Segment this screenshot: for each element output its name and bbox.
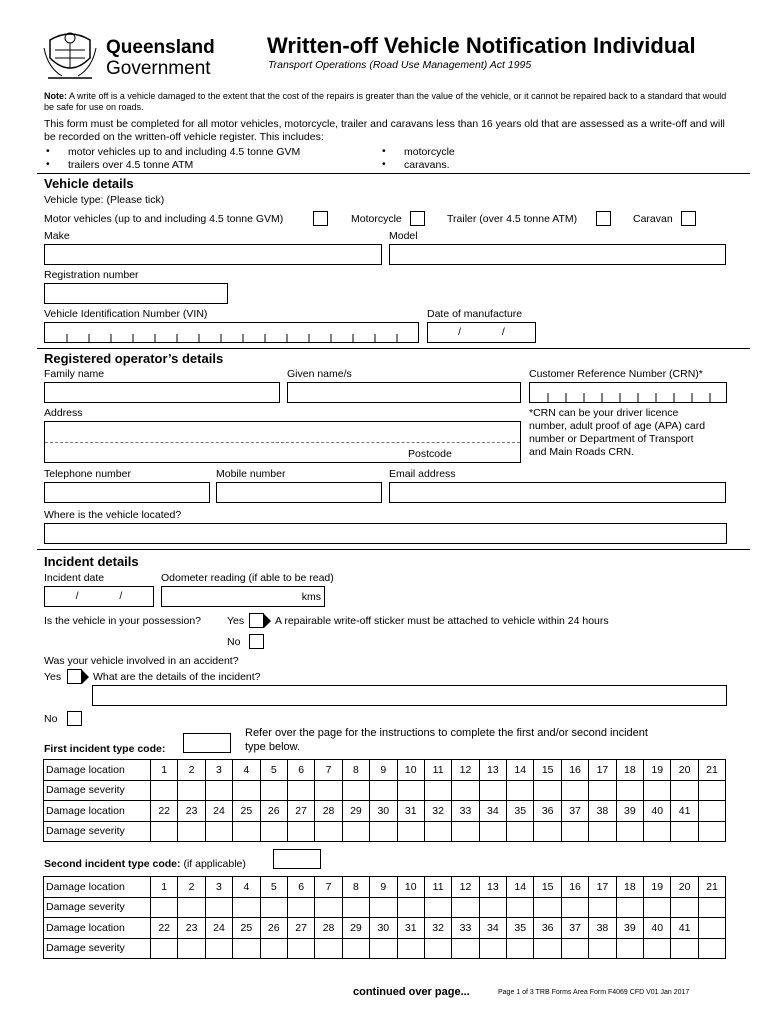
severity-cell[interactable] (260, 897, 287, 918)
location-cell[interactable]: 7 (315, 760, 342, 781)
form-title: Written-off Vehicle Notification Individual (267, 33, 696, 58)
dom-separators: / / (458, 326, 505, 338)
location-cell[interactable]: 5 (260, 877, 287, 898)
possession-yes-label: Yes (227, 615, 245, 627)
severity-cell[interactable] (479, 938, 506, 959)
crn-note-line: *CRN can be your driver licence (529, 407, 679, 419)
severity-cell[interactable] (507, 780, 534, 801)
location-cell[interactable]: 11 (424, 877, 451, 898)
address-dashed-line (45, 442, 520, 443)
severity-cell[interactable] (205, 821, 232, 842)
severity-cell[interactable] (452, 897, 479, 918)
damage-location-label: Damage location (44, 877, 151, 898)
type-motor-checkbox[interactable] (313, 211, 328, 226)
location-cell[interactable]: 19 (644, 877, 671, 898)
incident-heading: Incident details (44, 554, 139, 569)
table-row (44, 821, 726, 842)
severity-cell[interactable] (151, 821, 178, 842)
damage-location-label: Damage location (44, 918, 151, 939)
severity-cell[interactable] (616, 897, 643, 918)
vin-label: Vehicle Identification Number (VIN) (44, 308, 208, 320)
severity-cell[interactable] (424, 938, 451, 959)
location-cell[interactable]: 37 (561, 918, 588, 939)
severity-cell[interactable] (287, 897, 314, 918)
crn-note-line: and Main Roads CRN. (529, 446, 635, 458)
severity-cell[interactable] (151, 780, 178, 801)
section-divider (37, 348, 750, 349)
table-row (44, 801, 726, 822)
first-code-label: First incident type code: (44, 743, 166, 755)
damage-severity-label: Damage severity (44, 780, 151, 801)
severity-cell[interactable] (561, 897, 588, 918)
location-cell[interactable]: 7 (315, 877, 342, 898)
possession-no-label: No (227, 636, 241, 648)
location-cell[interactable]: 8 (342, 877, 369, 898)
logo-line-2: Government (106, 58, 211, 79)
location-cell[interactable]: 25 (233, 918, 260, 939)
vehicle-location-field[interactable] (44, 523, 727, 544)
location-cell[interactable]: 22 (151, 801, 178, 822)
location-cell[interactable]: 1 (151, 760, 178, 781)
page-info: Page 1 of 3 TRB Forms Area Form F4069 CFD V01 Jan 2017 (498, 989, 690, 996)
intro-body: This form must be completed for all motor vehicles, motorcycle, trailer and caravans less than 16 years old that are assessed as a write-off and will be recorded on the written-off vehicle register. This includes: (44, 118, 725, 143)
incident-details-question: What are the details of the incident? (93, 671, 261, 683)
location-cell[interactable]: 32 (424, 918, 451, 939)
severity-cell[interactable] (424, 780, 451, 801)
location-cell[interactable] (698, 918, 725, 939)
possession-no-checkbox[interactable] (249, 634, 264, 649)
severity-cell[interactable] (534, 780, 561, 801)
severity-cell[interactable] (616, 821, 643, 842)
model-label: Model (389, 230, 418, 242)
severity-cell[interactable] (315, 938, 342, 959)
bullet-item: • (46, 158, 50, 170)
telephone-label: Telephone number (44, 468, 131, 480)
location-cell[interactable]: 26 (260, 801, 287, 822)
severity-cell[interactable] (260, 938, 287, 959)
location-cell[interactable]: 31 (397, 801, 424, 822)
location-cell[interactable]: 5 (260, 760, 287, 781)
location-cell[interactable]: 21 (698, 760, 725, 781)
form-subtitle: Transport Operations (Road Use Management) Act 1995 (268, 59, 532, 71)
severity-cell[interactable] (479, 821, 506, 842)
severity-cell[interactable] (534, 897, 561, 918)
severity-cell[interactable] (452, 780, 479, 801)
location-cell[interactable]: 11 (424, 760, 451, 781)
severity-cell[interactable] (397, 821, 424, 842)
location-cell[interactable]: 12 (452, 877, 479, 898)
location-cell[interactable]: 14 (507, 877, 534, 898)
bullet-text: motorcycle (404, 146, 455, 158)
accident-question: Was your vehicle involved in an accident? (44, 655, 239, 667)
incident-date-field[interactable] (44, 586, 154, 607)
location-cell[interactable]: 15 (534, 760, 561, 781)
location-cell[interactable]: 33 (452, 918, 479, 939)
incident-date-label: Incident date (44, 572, 105, 584)
severity-cell[interactable] (452, 821, 479, 842)
severity-cell[interactable] (507, 897, 534, 918)
address-label: Address (44, 407, 83, 419)
severity-cell[interactable] (561, 938, 588, 959)
location-cell[interactable]: 13 (479, 760, 506, 781)
table-row (44, 877, 726, 898)
location-cell[interactable]: 35 (507, 801, 534, 822)
severity-cell[interactable] (534, 938, 561, 959)
type-motorcycle-label: Motorcycle (351, 213, 402, 225)
severity-cell[interactable] (315, 821, 342, 842)
location-cell[interactable]: 23 (178, 918, 205, 939)
postcode-label: Postcode (408, 448, 452, 460)
severity-cell[interactable] (424, 821, 451, 842)
address-field[interactable] (44, 421, 521, 463)
location-cell[interactable]: 25 (233, 801, 260, 822)
location-cell[interactable]: 39 (616, 918, 643, 939)
location-cell[interactable]: 32 (424, 801, 451, 822)
family-name-field[interactable] (44, 382, 280, 403)
location-cell[interactable]: 36 (534, 801, 561, 822)
location-cell[interactable]: 35 (507, 918, 534, 939)
severity-cell[interactable] (151, 938, 178, 959)
odometer-field[interactable] (161, 586, 325, 607)
location-cell[interactable]: 40 (644, 918, 671, 939)
given-name-field[interactable] (287, 382, 521, 403)
severity-cell[interactable] (287, 821, 314, 842)
location-cell[interactable]: 17 (589, 760, 616, 781)
location-cell[interactable]: 13 (479, 877, 506, 898)
location-cell[interactable]: 9 (370, 760, 397, 781)
table-row (44, 918, 726, 939)
note-paragraph (44, 91, 734, 113)
location-cell[interactable]: 16 (561, 877, 588, 898)
location-cell[interactable]: 17 (589, 877, 616, 898)
location-cell[interactable]: 29 (342, 801, 369, 822)
severity-cell[interactable] (644, 821, 671, 842)
location-cell[interactable]: 28 (315, 918, 342, 939)
damage-severity-label: Damage severity (44, 821, 151, 842)
location-cell[interactable]: 29 (342, 918, 369, 939)
crn-field[interactable] (529, 382, 727, 403)
location-cell[interactable]: 18 (616, 877, 643, 898)
location-cell[interactable]: 23 (178, 801, 205, 822)
second-code-title: Second incident type code: (44, 858, 181, 870)
location-cell[interactable]: 30 (370, 801, 397, 822)
severity-cell[interactable] (671, 897, 698, 918)
severity-cell[interactable] (178, 938, 205, 959)
location-cell[interactable]: 16 (561, 760, 588, 781)
location-cell[interactable]: 24 (205, 918, 232, 939)
severity-cell[interactable] (233, 938, 260, 959)
location-cell[interactable]: 12 (452, 760, 479, 781)
location-cell[interactable]: 39 (616, 801, 643, 822)
vin-field[interactable] (44, 322, 419, 343)
location-cell[interactable]: 38 (589, 801, 616, 822)
second-code-label (44, 858, 246, 870)
location-cell[interactable]: 10 (397, 760, 424, 781)
accident-yes-checkbox[interactable] (67, 669, 82, 684)
bullet-item: • (382, 145, 386, 157)
operator-heading: Registered operator’s details (44, 351, 224, 366)
location-cell[interactable]: 1 (151, 877, 178, 898)
severity-cell[interactable] (534, 821, 561, 842)
note-text: A write off is a vehicle damaged to the extent that the cost of the repairs is greater than the value of the vehicle, or it cannot be repaired back to a standard that would be safe for use on roads. (44, 91, 727, 112)
severity-cell[interactable] (616, 780, 643, 801)
severity-cell[interactable] (561, 780, 588, 801)
severity-cell[interactable] (671, 938, 698, 959)
possession-yes-checkbox[interactable] (249, 613, 264, 628)
severity-cell[interactable] (342, 821, 369, 842)
location-cell[interactable]: 10 (397, 877, 424, 898)
damage-location-label: Damage location (44, 760, 151, 781)
second-damage-grid (43, 876, 726, 959)
severity-cell[interactable] (424, 897, 451, 918)
vehicle-location-label: Where is the vehicle located? (44, 509, 182, 521)
location-cell[interactable]: 2 (178, 760, 205, 781)
note-label: Note: (44, 91, 67, 101)
severity-cell[interactable] (479, 897, 506, 918)
severity-cell[interactable] (370, 821, 397, 842)
model-field[interactable] (389, 244, 726, 265)
incident-details-field[interactable] (92, 685, 727, 706)
location-cell[interactable]: 2 (178, 877, 205, 898)
location-cell[interactable]: 18 (616, 760, 643, 781)
severity-cell[interactable] (589, 780, 616, 801)
severity-cell[interactable] (260, 821, 287, 842)
continued-over-page: continued over page... (353, 986, 470, 998)
accident-no-checkbox[interactable] (67, 711, 82, 726)
if-applicable-text: (if applicable) (180, 858, 246, 870)
location-cell[interactable]: 22 (151, 918, 178, 939)
table-row (44, 780, 726, 801)
family-name-label: Family name (44, 368, 105, 380)
severity-cell[interactable] (370, 780, 397, 801)
severity-cell[interactable] (589, 821, 616, 842)
accident-no-label: No (44, 713, 58, 725)
severity-cell[interactable] (233, 780, 260, 801)
severity-cell[interactable] (205, 780, 232, 801)
arrow-right-icon (82, 670, 89, 684)
severity-cell[interactable] (178, 821, 205, 842)
location-cell[interactable]: 24 (205, 801, 232, 822)
second-code-field[interactable] (273, 849, 321, 869)
type-trailer-label: Trailer (over 4.5 tonne ATM) (447, 213, 578, 225)
qld-crest-logo (40, 28, 100, 83)
severity-cell[interactable] (315, 780, 342, 801)
vehicle-details-heading: Vehicle details (44, 176, 134, 191)
bullet-text: caravans. (404, 159, 450, 171)
location-cell[interactable]: 27 (287, 801, 314, 822)
location-cell[interactable]: 34 (479, 801, 506, 822)
type-caravan-label: Caravan (633, 213, 673, 225)
severity-cell[interactable] (342, 938, 369, 959)
dom-field[interactable] (427, 322, 536, 343)
severity-cell[interactable] (178, 780, 205, 801)
location-cell[interactable]: 36 (534, 918, 561, 939)
severity-cell[interactable] (397, 780, 424, 801)
section-divider (37, 549, 750, 550)
severity-cell[interactable] (287, 780, 314, 801)
accident-yes-label: Yes (44, 671, 62, 683)
rego-label: Registration number (44, 269, 139, 281)
severity-cell[interactable] (260, 780, 287, 801)
table-row (44, 897, 726, 918)
severity-cell[interactable] (698, 821, 725, 842)
severity-cell[interactable] (233, 897, 260, 918)
severity-cell[interactable] (315, 897, 342, 918)
first-code-field[interactable] (183, 733, 231, 753)
location-cell[interactable]: 27 (287, 918, 314, 939)
table-row (44, 760, 726, 781)
damage-severity-label: Damage severity (44, 938, 151, 959)
make-label: Make (44, 230, 70, 242)
location-cell[interactable]: 20 (671, 760, 698, 781)
bullet-text: motor vehicles up to and including 4.5 tonne GVM (68, 146, 301, 158)
severity-cell[interactable] (397, 938, 424, 959)
location-cell[interactable]: 4 (233, 877, 260, 898)
email-label: Email address (389, 468, 456, 480)
severity-cell[interactable] (151, 897, 178, 918)
location-cell[interactable]: 15 (534, 877, 561, 898)
severity-cell[interactable] (342, 780, 369, 801)
severity-cell[interactable] (452, 938, 479, 959)
refer-instructions-2: type below. (245, 741, 301, 753)
severity-cell[interactable] (589, 897, 616, 918)
type-motor-label: Motor vehicles (up to and including 4.5 tonne GVM) (44, 213, 284, 225)
location-cell[interactable]: 38 (589, 918, 616, 939)
severity-cell[interactable] (178, 897, 205, 918)
location-cell[interactable]: 30 (370, 918, 397, 939)
severity-cell[interactable] (370, 897, 397, 918)
location-cell[interactable]: 3 (205, 877, 232, 898)
make-field[interactable] (44, 244, 382, 265)
logo-line-1: Queensland (106, 37, 215, 58)
severity-cell[interactable] (671, 780, 698, 801)
severity-cell[interactable] (698, 938, 725, 959)
location-cell[interactable]: 6 (287, 760, 314, 781)
dom-label: Date of manufacture (427, 308, 523, 320)
severity-cell[interactable] (397, 897, 424, 918)
severity-cell[interactable] (205, 938, 232, 959)
location-cell[interactable]: 26 (260, 918, 287, 939)
mobile-label: Mobile number (216, 468, 286, 480)
arrow-right-icon (264, 614, 271, 628)
location-cell[interactable] (698, 801, 725, 822)
severity-cell[interactable] (342, 897, 369, 918)
location-cell[interactable]: 34 (479, 918, 506, 939)
damage-severity-label: Damage severity (44, 897, 151, 918)
severity-cell[interactable] (507, 938, 534, 959)
location-cell[interactable]: 40 (644, 801, 671, 822)
crn-note-line: number, adult proof of age (APA) card (529, 420, 706, 432)
severity-cell[interactable] (507, 821, 534, 842)
severity-cell[interactable] (671, 821, 698, 842)
location-cell[interactable]: 20 (671, 877, 698, 898)
location-cell[interactable]: 37 (561, 801, 588, 822)
location-cell[interactable]: 28 (315, 801, 342, 822)
location-cell[interactable]: 41 (671, 801, 698, 822)
location-cell[interactable]: 14 (507, 760, 534, 781)
location-cell[interactable]: 21 (698, 877, 725, 898)
type-motorcycle-checkbox[interactable] (410, 211, 425, 226)
severity-cell[interactable] (233, 821, 260, 842)
severity-cell[interactable] (644, 938, 671, 959)
location-cell[interactable]: 4 (233, 760, 260, 781)
location-cell[interactable]: 9 (370, 877, 397, 898)
bullet-item: • (382, 158, 386, 170)
severity-cell[interactable] (698, 897, 725, 918)
odometer-label: Odometer reading (if able to be read) (161, 572, 334, 584)
severity-cell[interactable] (479, 780, 506, 801)
first-damage-grid (43, 759, 726, 842)
refer-instructions-1: Refer over the page for the instructions to complete the first and/or second incident (245, 727, 648, 739)
sticker-notice: A repairable write-off sticker must be attached to vehicle within 24 hours (275, 615, 609, 627)
severity-cell[interactable] (205, 897, 232, 918)
crn-label: Customer Reference Number (CRN)* (529, 368, 703, 380)
table-row (44, 938, 726, 959)
bullet-item: • (46, 145, 50, 157)
location-cell[interactable]: 19 (644, 760, 671, 781)
bullet-text: trailers over 4.5 tonne ATM (68, 159, 194, 171)
vehicle-type-label: Vehicle type: (Please tick) (44, 194, 165, 206)
severity-cell[interactable] (287, 938, 314, 959)
crn-note-line: number or Department of Transport (529, 433, 694, 445)
location-cell[interactable]: 6 (287, 877, 314, 898)
telephone-field[interactable] (44, 482, 210, 503)
location-cell[interactable]: 31 (397, 918, 424, 939)
kms-unit: kms (301, 591, 321, 603)
mobile-field[interactable] (216, 482, 382, 503)
location-cell[interactable]: 3 (205, 760, 232, 781)
email-field[interactable] (389, 482, 726, 503)
type-trailer-checkbox[interactable] (596, 211, 611, 226)
severity-cell[interactable] (561, 821, 588, 842)
damage-location-label: Damage location (44, 801, 151, 822)
severity-cell[interactable] (698, 780, 725, 801)
rego-field[interactable] (44, 283, 228, 304)
location-cell[interactable]: 33 (452, 801, 479, 822)
severity-cell[interactable] (644, 897, 671, 918)
severity-cell[interactable] (616, 938, 643, 959)
location-cell[interactable]: 8 (342, 760, 369, 781)
location-cell[interactable]: 41 (671, 918, 698, 939)
severity-cell[interactable] (644, 780, 671, 801)
possession-question: Is the vehicle in your possession? (44, 615, 202, 627)
section-divider (37, 173, 750, 174)
type-caravan-checkbox[interactable] (681, 211, 696, 226)
given-name-label: Given name/s (287, 368, 352, 380)
severity-cell[interactable] (589, 938, 616, 959)
incident-date-separators: / / (75, 590, 123, 602)
severity-cell[interactable] (370, 938, 397, 959)
